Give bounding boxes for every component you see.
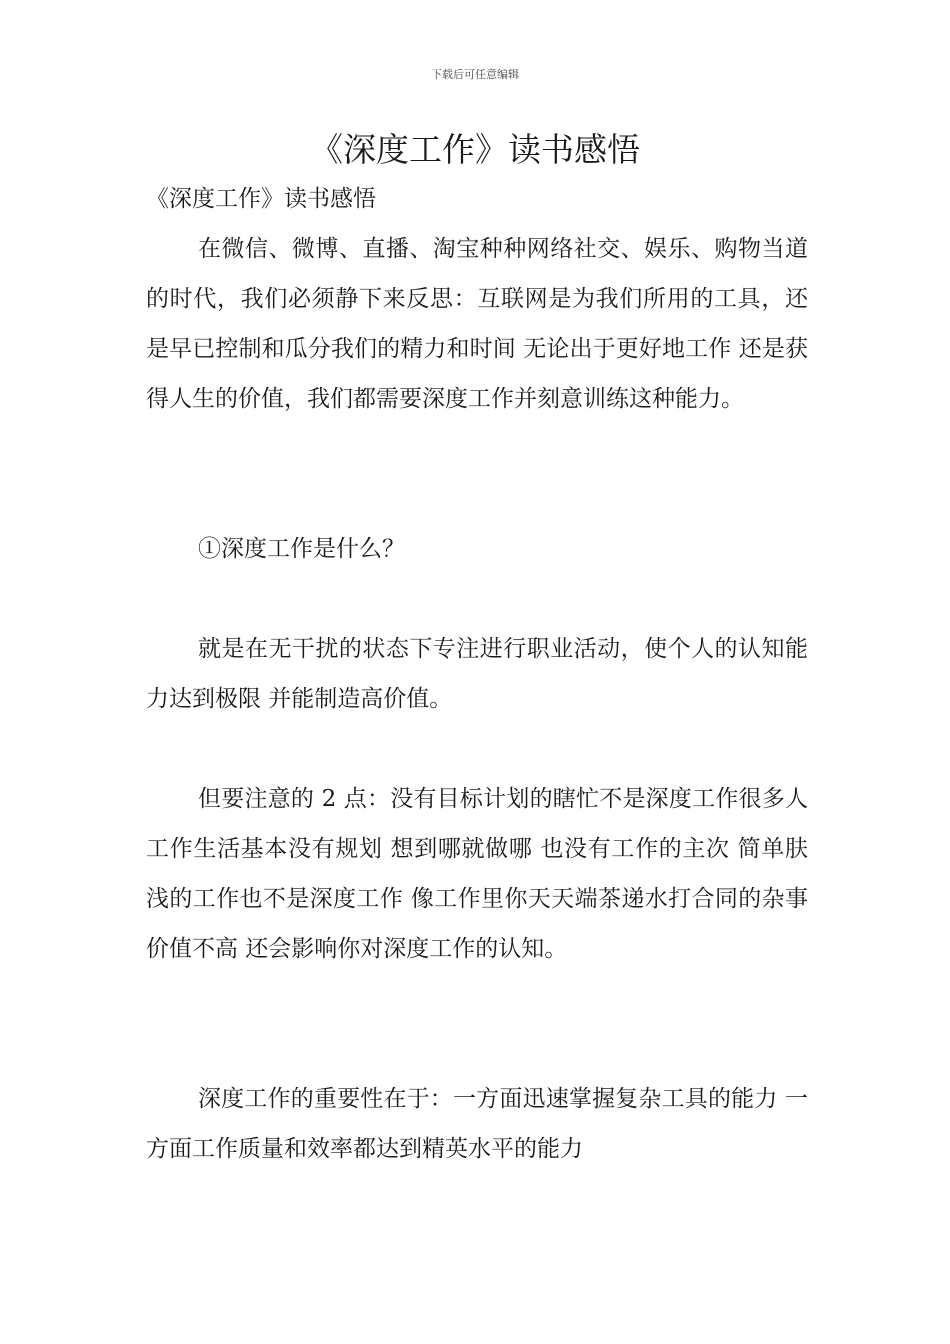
paragraph-notes: 但要注意的 2 点：没有目标计划的瞎忙不是深度工作很多人工作生活基本没有规划 想到哪就做哪 也没有工作的主次 简单肤浅的工作也不是深度工作 像工作里你天天端茶递水打合同的杂事 价值不高 还会影响你对深度工作的认知。 xyxy=(146,786,808,962)
paragraph-importance: 深度工作的重要性在于：一方面迅速掌握复杂工具的能力 一方面工作质量和效率都达到精英水平的能力 xyxy=(146,1086,808,1162)
document-title: 《深度工作》读书感悟 xyxy=(310,130,640,169)
header-note: 下载后可任意编辑 xyxy=(431,68,519,81)
paragraph-intro: 在微信、微博、直播、淘宝种种网络社交、娱乐、购物当道的时代，我们必须静下来反思：互联网是为我们所用的工具，还是早已控制和瓜分我们的精力和时间 无论出于更好地工作 还是获得人生的价值，我们都需要深度工作并刻意训练这种能力。 xyxy=(146,236,808,412)
document-subtitle: 《深度工作》读书感悟 xyxy=(146,186,376,212)
paragraph-definition: 就是在无干扰的状态下专注进行职业活动，使个人的认知能力达到极限 并能制造高价值。 xyxy=(146,636,808,712)
paragraph-question: ①深度工作是什么？ xyxy=(198,536,405,562)
